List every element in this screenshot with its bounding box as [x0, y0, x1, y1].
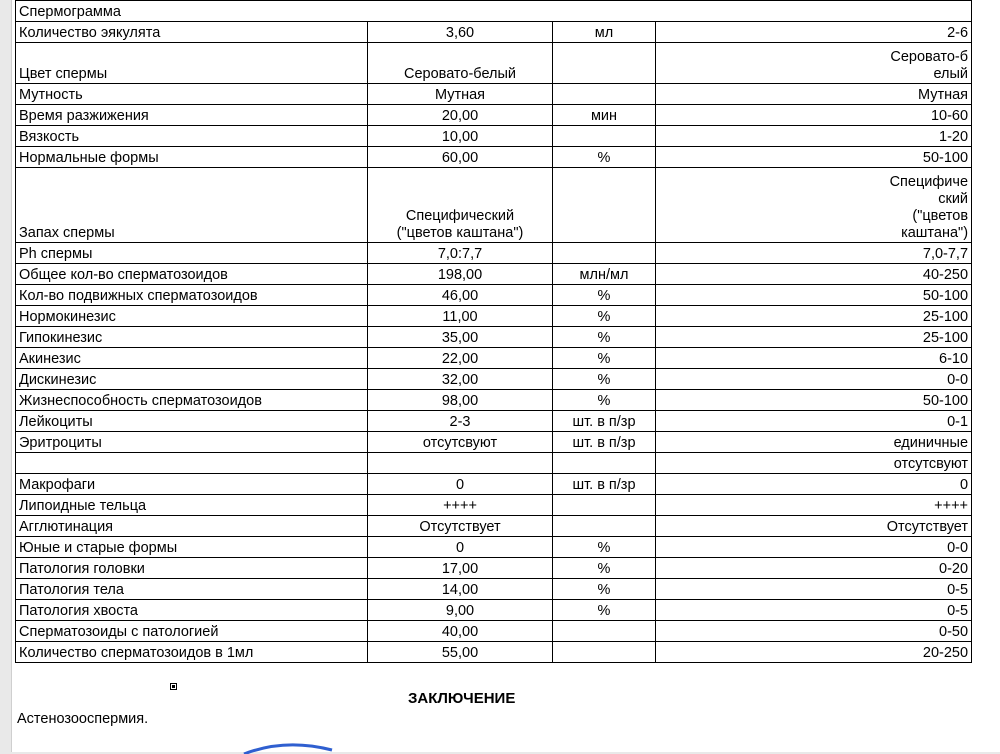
reference-norm-cell: 50-100: [656, 285, 972, 306]
result-value-cell: 17,00: [368, 558, 553, 579]
result-value-cell: Мутная: [368, 84, 553, 105]
unit-cell: [553, 516, 656, 537]
reference-norm-cell: 0-0: [656, 369, 972, 390]
param-name-cell: Патология головки: [16, 558, 368, 579]
unit-cell: млн/мл: [553, 264, 656, 285]
param-name-cell: Мутность: [16, 84, 368, 105]
unit-cell: %: [553, 369, 656, 390]
param-name-cell: Сперматозоиды с патологией: [16, 621, 368, 642]
spermogram-table: [15, 0, 972, 663]
param-name-cell: Лейкоциты: [16, 411, 368, 432]
reference-norm-cell: 1-20: [656, 126, 972, 147]
reference-norm-cell: Отсутствует: [656, 516, 972, 537]
result-value-cell: 14,00: [368, 579, 553, 600]
param-name-cell: Цвет спермы: [16, 43, 368, 84]
reference-norm-cell: единичные: [656, 432, 972, 453]
reference-norm-cell: 50-100: [656, 390, 972, 411]
param-name-cell: Запах спермы: [16, 168, 368, 243]
reference-norm-cell: 7,0-7,7: [656, 243, 972, 264]
param-name-cell: Дискинезис: [16, 369, 368, 390]
param-name-cell: Липоидные тельца: [16, 495, 368, 516]
table-row: [16, 453, 972, 474]
table-row: [16, 537, 972, 558]
result-value-cell: 98,00: [368, 390, 553, 411]
result-value-cell: 35,00: [368, 327, 553, 348]
param-name-cell: Эритроциты: [16, 432, 368, 453]
param-name-cell: Нормокинезис: [16, 306, 368, 327]
conclusion-text: Астенозооспермия.: [17, 711, 149, 727]
table-row: [16, 243, 972, 264]
unit-cell: %: [553, 147, 656, 168]
unit-cell: шт. в п/зр: [553, 432, 656, 453]
reference-norm-cell: 0-5: [656, 579, 972, 600]
unit-cell: %: [553, 390, 656, 411]
unit-cell: шт. в п/зр: [553, 474, 656, 495]
param-name-cell: Ph спермы: [16, 243, 368, 264]
unit-cell: %: [553, 306, 656, 327]
document-page: [11, 0, 1000, 752]
unit-cell: %: [553, 600, 656, 621]
table-row: [16, 84, 972, 105]
unit-cell: [553, 84, 656, 105]
param-name-cell: Жизнеспособность сперматозоидов: [16, 390, 368, 411]
unit-cell: %: [553, 537, 656, 558]
unit-cell: [553, 453, 656, 474]
param-name-cell: Кол-во подвижных сперматозоидов: [16, 285, 368, 306]
param-name-cell: Акинезис: [16, 348, 368, 369]
result-value-cell: Специфический ("цветов каштана"): [368, 168, 553, 243]
table-row: [16, 105, 972, 126]
table-row: [16, 327, 972, 348]
table-row: [16, 168, 972, 243]
result-value-cell: 198,00: [368, 264, 553, 285]
unit-cell: мл: [553, 22, 656, 43]
result-value-cell: ++++: [368, 495, 553, 516]
table-row: [16, 348, 972, 369]
unit-cell: [553, 43, 656, 84]
table-row: [16, 147, 972, 168]
reference-norm-cell: 25-100: [656, 327, 972, 348]
table-row: [16, 411, 972, 432]
unit-cell: %: [553, 285, 656, 306]
param-name-cell: Агглютинация: [16, 516, 368, 537]
table-row: [16, 621, 972, 642]
reference-norm-cell: 0-50: [656, 621, 972, 642]
reference-norm-cell: Специфиче ский ("цветов каштана"): [656, 168, 972, 243]
table-row: [16, 474, 972, 495]
param-name-cell: Общее кол-во сперматозоидов: [16, 264, 368, 285]
reference-norm-cell: 25-100: [656, 306, 972, 327]
small-bullet-marker: [170, 683, 177, 690]
table-row: [16, 495, 972, 516]
result-value-cell: 20,00: [368, 105, 553, 126]
table-header-row: [16, 1, 972, 22]
table-row: [16, 642, 972, 663]
unit-cell: [553, 243, 656, 264]
table-row: [16, 126, 972, 147]
result-value-cell: 46,00: [368, 285, 553, 306]
reference-norm-cell: отсутсвуют: [656, 453, 972, 474]
result-value-cell: 0: [368, 474, 553, 495]
unit-cell: [553, 621, 656, 642]
reference-norm-cell: 6-10: [656, 348, 972, 369]
unit-cell: %: [553, 348, 656, 369]
param-name-cell: Вязкость: [16, 126, 368, 147]
reference-norm-cell: Серовато-б елый: [656, 43, 972, 84]
param-name-cell: Количество эякулята: [16, 22, 368, 43]
param-name-cell: [16, 453, 368, 474]
table-row: [16, 43, 972, 84]
unit-cell: [553, 168, 656, 243]
result-value-cell: 60,00: [368, 147, 553, 168]
result-value-cell: 2-3: [368, 411, 553, 432]
table-row: [16, 432, 972, 453]
table-row: [16, 264, 972, 285]
unit-cell: мин: [553, 105, 656, 126]
unit-cell: %: [553, 579, 656, 600]
reference-norm-cell: 2-6: [656, 22, 972, 43]
unit-cell: [553, 642, 656, 663]
reference-norm-cell: 0-0: [656, 537, 972, 558]
table-row: [16, 285, 972, 306]
table-row: [16, 516, 972, 537]
table-title: Спермограмма: [16, 1, 972, 22]
unit-cell: [553, 126, 656, 147]
reference-norm-cell: 20-250: [656, 642, 972, 663]
result-value-cell: отсутсвуют: [368, 432, 553, 453]
result-value-cell: Отсутствует: [368, 516, 553, 537]
reference-norm-cell: 50-100: [656, 147, 972, 168]
param-name-cell: Патология хвоста: [16, 600, 368, 621]
param-name-cell: Гипокинезис: [16, 327, 368, 348]
table-row: [16, 22, 972, 43]
result-value-cell: 40,00: [368, 621, 553, 642]
table-row: [16, 306, 972, 327]
param-name-cell: Макрофаги: [16, 474, 368, 495]
param-name-cell: Время разжижения: [16, 105, 368, 126]
reference-norm-cell: 0-1: [656, 411, 972, 432]
param-name-cell: Патология тела: [16, 579, 368, 600]
result-value-cell: 22,00: [368, 348, 553, 369]
reference-norm-cell: 0: [656, 474, 972, 495]
result-value-cell: 3,60: [368, 22, 553, 43]
table-row: [16, 558, 972, 579]
unit-cell: %: [553, 327, 656, 348]
table-row: [16, 390, 972, 411]
param-name-cell: Нормальные формы: [16, 147, 368, 168]
result-value-cell: 7,0:7,7: [368, 243, 553, 264]
param-name-cell: Юные и старые формы: [16, 537, 368, 558]
unit-cell: [553, 495, 656, 516]
reference-norm-cell: 0-5: [656, 600, 972, 621]
result-value-cell: 10,00: [368, 126, 553, 147]
result-value-cell: Серовато-белый: [368, 43, 553, 84]
reference-norm-cell: Мутная: [656, 84, 972, 105]
table-row: [16, 600, 972, 621]
result-value-cell: [368, 453, 553, 474]
result-value-cell: 11,00: [368, 306, 553, 327]
table-row: [16, 369, 972, 390]
reference-norm-cell: ++++: [656, 495, 972, 516]
reference-norm-cell: 40-250: [656, 264, 972, 285]
reference-norm-cell: 10-60: [656, 105, 972, 126]
table-row: [16, 579, 972, 600]
result-value-cell: 9,00: [368, 600, 553, 621]
result-value-cell: 0: [368, 537, 553, 558]
reference-norm-cell: 0-20: [656, 558, 972, 579]
unit-cell: шт. в п/зр: [553, 411, 656, 432]
unit-cell: %: [553, 558, 656, 579]
result-value-cell: 32,00: [368, 369, 553, 390]
conclusion-title: ЗАКЛЮЧЕНИЕ: [408, 690, 516, 707]
result-value-cell: 55,00: [368, 642, 553, 663]
param-name-cell: Количество сперматозоидов в 1мл: [16, 642, 368, 663]
